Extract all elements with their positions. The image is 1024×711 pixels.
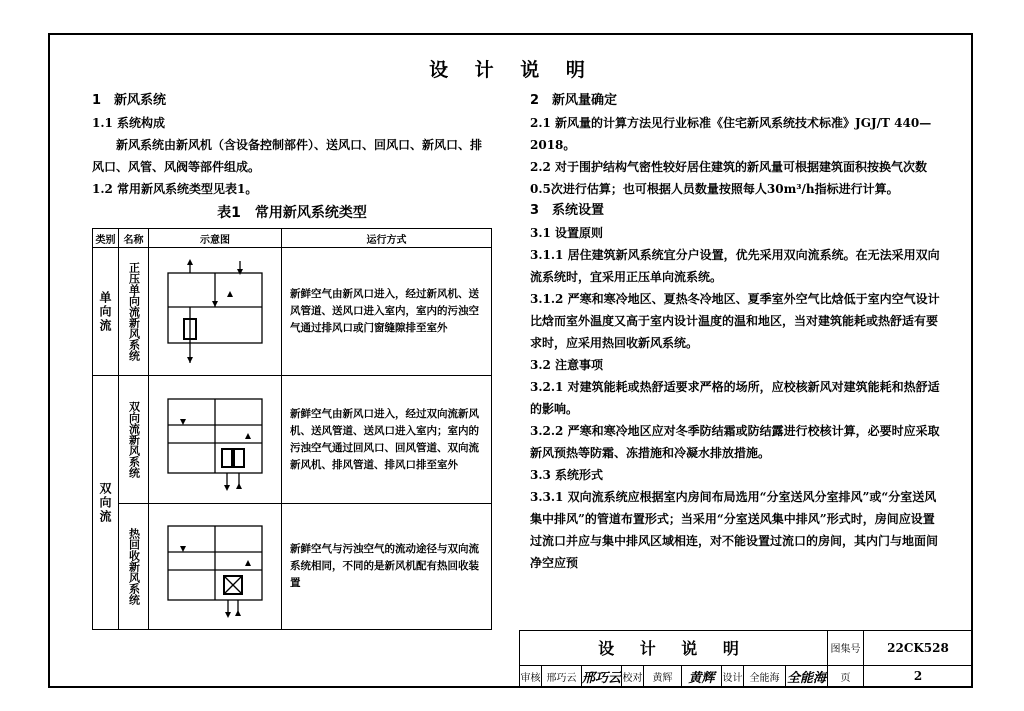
- section-2-title: 2 新风量确定: [530, 93, 618, 108]
- section-3-2-2: 3.2.2 严寒和寒冷地区应对冬季防结霜或防结露进行校核计算，必要时应采取新风预热等防霜、冻措施和冷凝水排放措施。: [530, 424, 940, 460]
- section-1-title: 1 新风系统: [92, 93, 167, 108]
- section-3-1-1: 3.1.1 居住建筑新风系统宜分户设置，优先采用双向流系统。在无法采用双向流系统时，宜采用正压单向流系统。: [530, 248, 940, 284]
- section-3-2-1: 3.2.1 对建筑能耗或热舒适要求严格的场所，应校核新风对建筑能耗和热舒适的影响。: [530, 380, 940, 416]
- header-diagram: 示意图: [149, 229, 282, 248]
- design-name: 全能海: [744, 665, 786, 687]
- title-block: [519, 630, 973, 688]
- table-row: [93, 504, 492, 630]
- review-signature: 邢巧云: [582, 665, 622, 687]
- titleblock-title: 设 计 说 明: [520, 631, 828, 666]
- header-category: 类别: [93, 229, 119, 248]
- heat-recovery-diagram: [160, 512, 270, 622]
- row-name: 正压单向流新风系统: [127, 262, 141, 361]
- header-operation: 运行方式: [282, 229, 492, 248]
- page-title: 设 计 说 明: [429, 59, 595, 81]
- section-2-1: 2.1 新风量的计算方法见行业标准《住宅新风系统技术标准》JGJ/T 440—2018。: [530, 116, 932, 152]
- section-3-3-1: 3.3.1 双向流系统应根据室内房间布局选用“分室送风分室排风”或“分室送风集中排风”的管道布置形式；当采用“分室送风集中排风”形式时，房间应设置过流口并应与集中排风区域相连，对不能设置过流口的房间，其内门与地面间净空应预: [530, 490, 939, 570]
- section-3-2: 3.2 注意事项: [530, 358, 604, 372]
- check-signature: 黄辉: [682, 665, 722, 687]
- row-description: 新鲜空气与污浊空气的流动途径与双向流系统相同，不同的是新风机配有热回收装置: [282, 504, 492, 630]
- section-3-1: 3.1 设置原则: [530, 226, 604, 240]
- category-single: 单向流: [98, 290, 112, 333]
- review-name: 邢巧云: [542, 665, 582, 687]
- double-flow-diagram: [160, 385, 270, 495]
- single-flow-diagram: [160, 257, 270, 367]
- left-column: [92, 90, 492, 224]
- section-2-2: 2.2 对于围护结构气密性较好居住建筑的新风量可根据建筑面积按换气次数0.5次进行估算；也可根据人员数量按照每人30m³/h指标进行计算。: [530, 160, 928, 196]
- row-name: 热回收新风系统: [127, 528, 141, 605]
- table-row: [93, 376, 492, 504]
- section-3-3: 3.3 系统形式: [530, 468, 604, 482]
- category-double: 双向流: [98, 481, 112, 524]
- table-header-row: [93, 229, 492, 248]
- right-column: [530, 90, 945, 574]
- section-3-title: 3 系统设置: [530, 203, 605, 218]
- section-1-1-text: 新风系统由新风机（含设备控制部件）、送风口、回风口、新风口、排风口、风管、风阀等部件组成。: [92, 138, 483, 174]
- check-label: 校对: [622, 665, 644, 687]
- row-name: 双向流新风系统: [127, 401, 141, 478]
- row-description: 新鲜空气由新风口进入，经过新风机、送风管道、送风口进入室内，室内的污浊空气通过排风口或门窗缝隙排至室外: [282, 248, 492, 376]
- section-3-1-2: 3.1.2 严寒和寒冷地区、夏热冬冷地区、夏季室外空气比焓低于室内空气设计比焓而室外温度又高于室内设计温度的温和地区，当对建筑能耗或热舒适有要求时，应采用热回收新风系统。: [530, 292, 940, 350]
- row-description: 新鲜空气由新风口进入，经过双向流新风机、送风管道、送风口进入室内；室内的污浊空气通过回风口、回风管道、双向流新风机、排风管道、排风口排至室外: [282, 376, 492, 504]
- section-1-1-title: 1.1 系统构成: [92, 116, 166, 130]
- section-1-2-text: 1.2 常用新风系统类型见表1。: [92, 182, 258, 196]
- header-name: 名称: [119, 229, 149, 248]
- design-label: 设计: [722, 665, 744, 687]
- system-types-table: [92, 228, 492, 630]
- atlas-number: 22CK528: [864, 631, 973, 666]
- table-row: [93, 248, 492, 376]
- page-number: 2: [864, 665, 973, 687]
- check-name: 黄辉: [644, 665, 682, 687]
- page-label: 页: [828, 665, 864, 687]
- atlas-label: 图集号: [828, 631, 864, 666]
- review-label: 审核: [520, 665, 542, 687]
- table-caption: 表1 常用新风系统类型: [217, 205, 367, 221]
- design-signature: 全能海: [786, 665, 828, 687]
